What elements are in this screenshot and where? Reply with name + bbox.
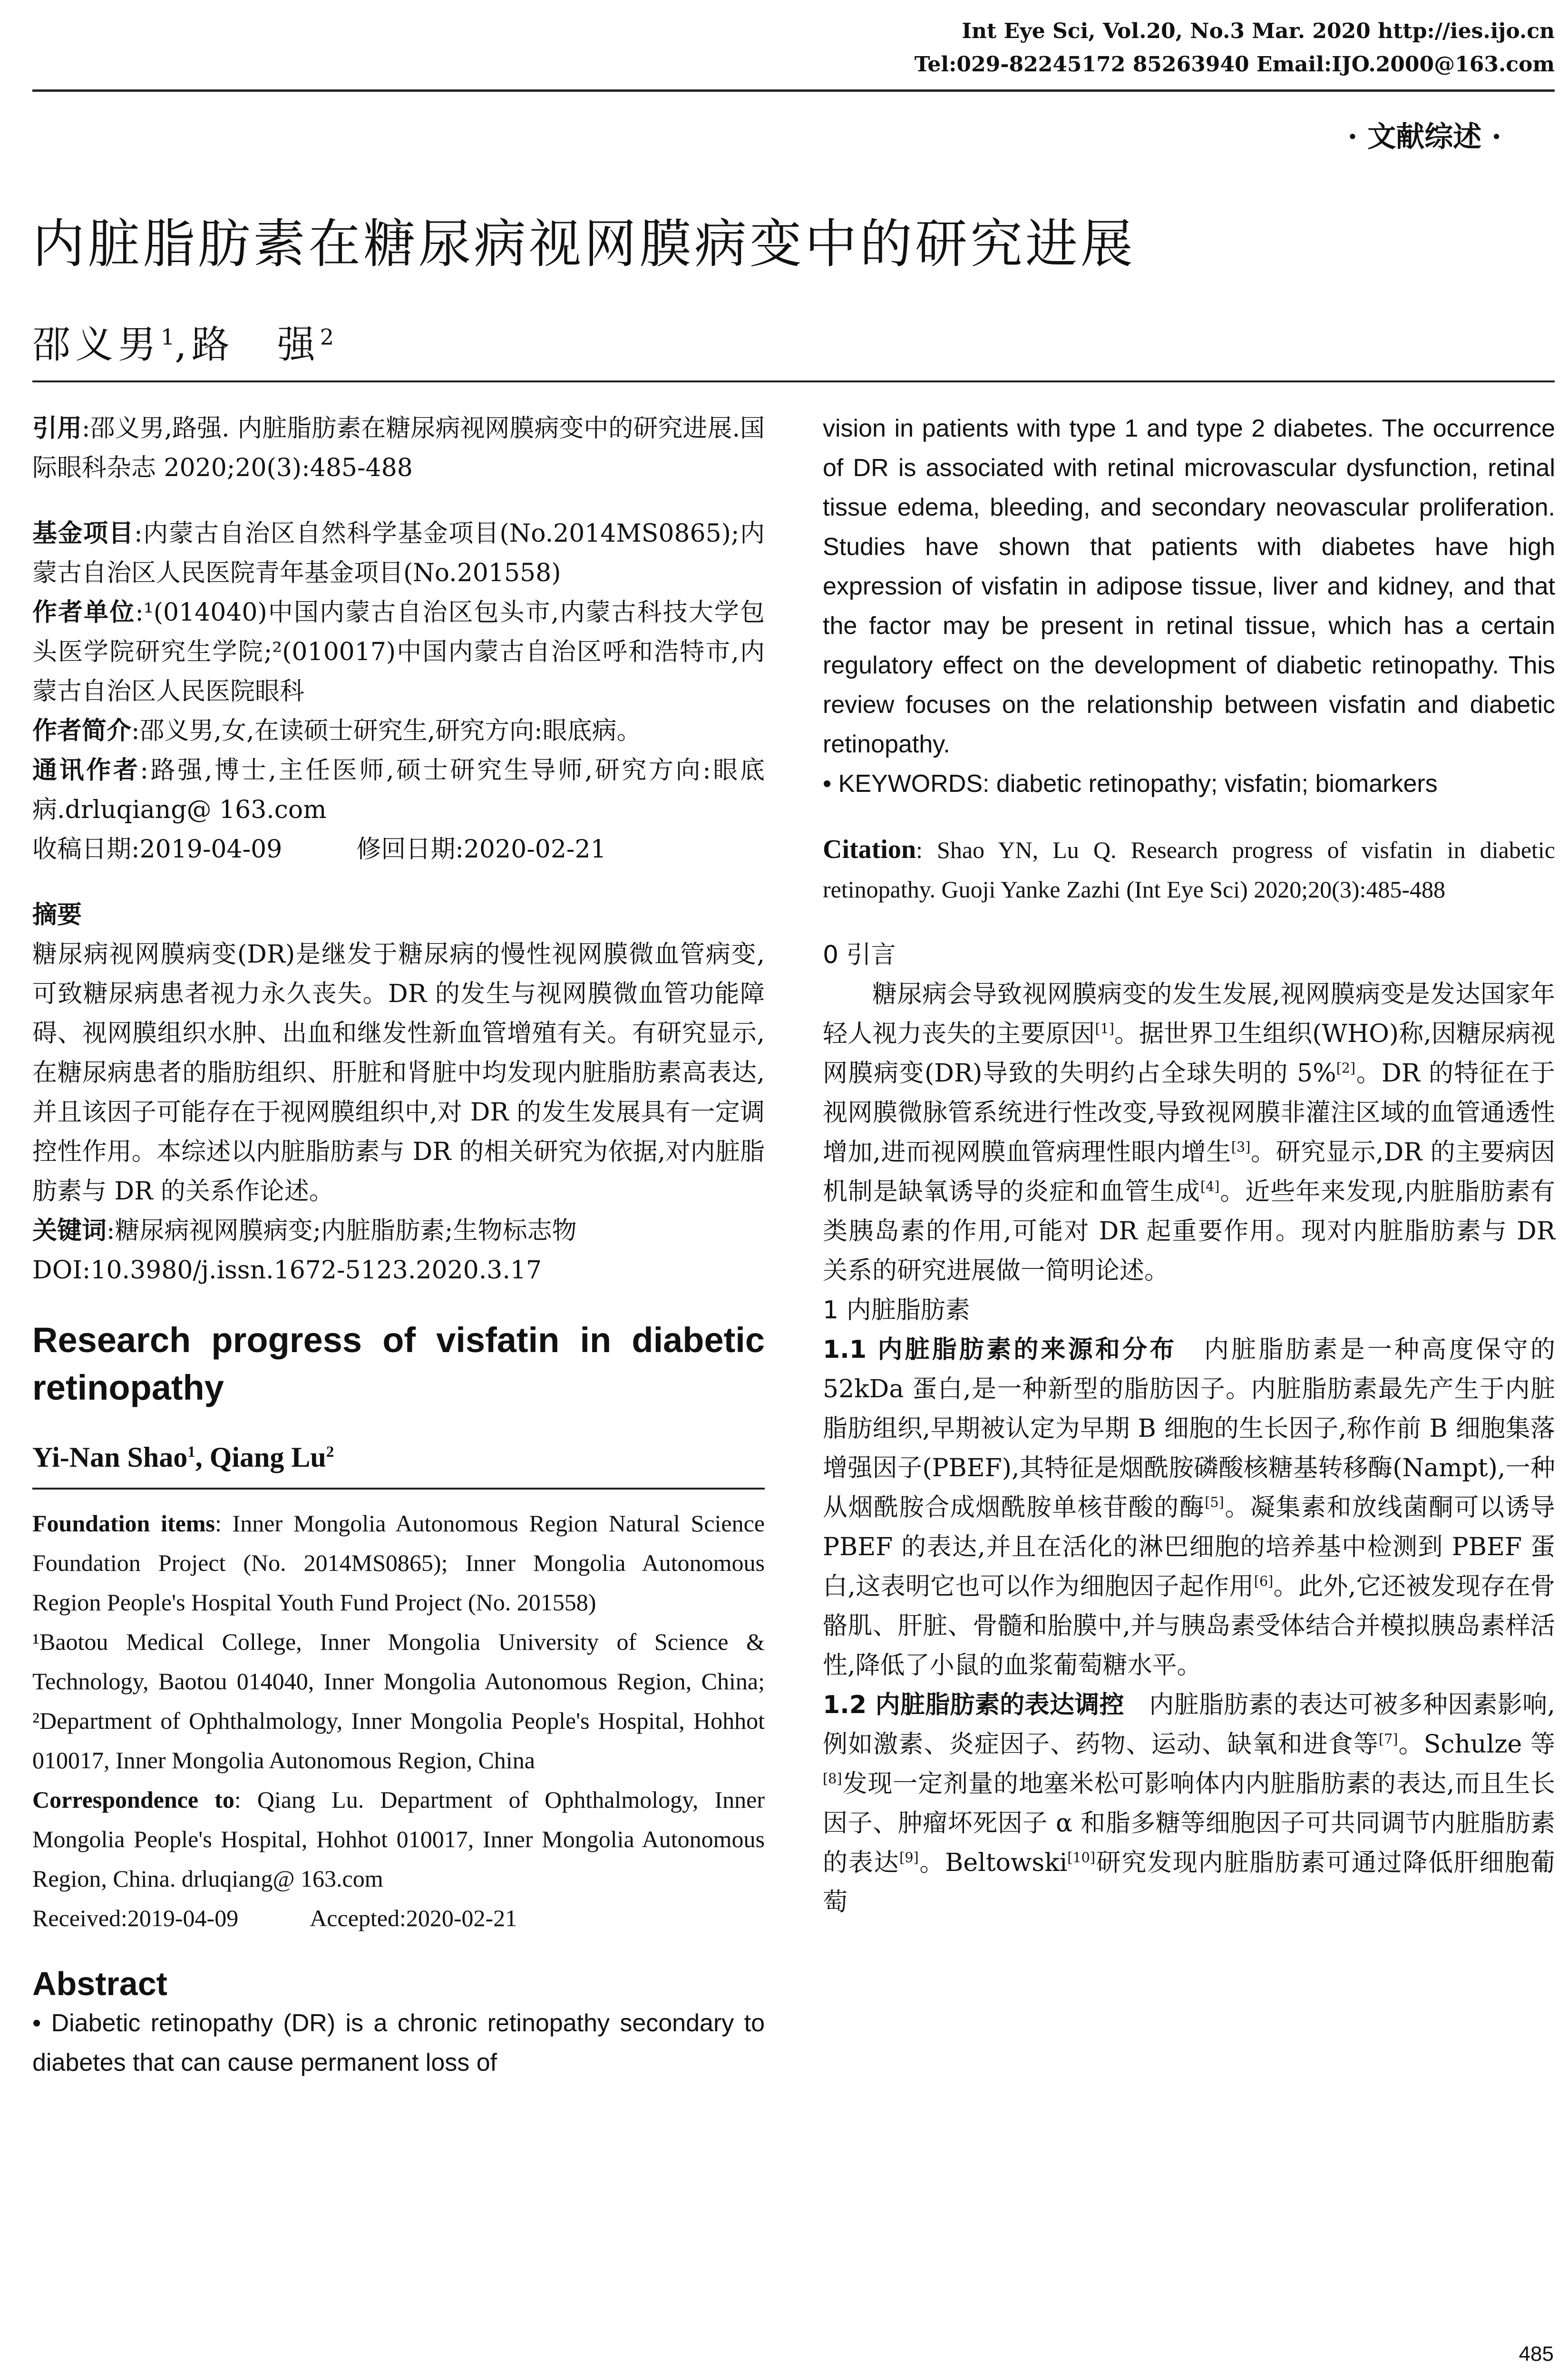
author-name: Yi-Nan Shao [32,1442,188,1473]
text: 内脏脂肪素的表达可被多种因素影响,例如激素、炎症因子、药物、运动、缺氧和进食等 [823,1691,1555,1759]
ref: [6] [1254,1573,1274,1589]
en-abstract-start: • Diabetic retinopathy (DR) is a chronic retinopathy secondary to diabetes that can cause permanent loss of [32,2009,765,2076]
subheading: 1.1 内脏脂肪素的来源和分布 [823,1335,1177,1364]
label: Citation [823,835,916,864]
author-separator: , [195,1442,210,1473]
en-author-rule [32,1488,765,1490]
abstract-cn: 糖尿病视网膜病变(DR)是继发于糖尿病的慢性视网膜微血管病变,可致糖尿病患者视力永久丧失。DR 的发生与视网膜微血管功能障碍、视网膜组织水肿、出血和继发性新血管增殖有关。有研究显示,在糖尿病患者的脂肪组织、肝脏和肾脏中均发现内脏脂肪素高表达,并且该因子可能存在于视网膜组织中,对 DR 的发生发展具有一定调控性作用。本综述以内脏脂肪素与 DR 的相关研究为依据,对内脏脂肪素与 DR 的关系作论述。 [32,940,765,1206]
text: 发现一定剂量的地塞米松可影响体内内脏脂肪素的表达,而且生长因子、肿瘤坏死因子 α 和脂多糖等细胞因子可共同调节内脏脂肪素的表达 [823,1770,1555,1877]
corr-cn [32,751,765,830]
author-name: 邵义男 [32,322,161,367]
ref: [7] [1379,1731,1398,1747]
abstract-heading-cn: 摘要 [32,901,82,929]
author-separator: , [175,322,192,367]
text: 。凝集素和放线菌酮可以诱导 PBEF 的表达,并且在活化的淋巴细胞的培养基中检测到 PBEF 蛋白,这表明它也可以作为细胞因子起作用 [823,1493,1555,1601]
section-1-heading: 1 内脏脂肪素 [823,1296,970,1325]
affil-mark: 2 [326,1443,334,1461]
label: 作者简介 [32,717,132,745]
citation-cn [32,409,765,488]
ref: [3] [1231,1139,1251,1155]
author-name: 路 强 [191,322,320,367]
section-0-heading: 0 引言 [823,941,896,969]
left-column [32,409,765,2083]
unit-cn [32,593,765,711]
text: : Qiang Lu. Department of Ophthalmology, Inner Mongolia People's Hospital, Hohhot 010017, Inner Mongolia Autonomous Region, China. drluqiang@ 163.com [32,1786,765,1892]
label: 基金项目 [32,519,135,548]
section-1-2-paragraph [823,1685,1555,1922]
text: 。Schulze 等 [1398,1730,1555,1759]
ref: [10] [1067,1849,1095,1866]
label: 关键词 [32,1217,107,1245]
right-column [823,409,1555,1922]
text: 研究发现内脏脂肪素可通过降低肝细胞葡萄 [823,1849,1555,1917]
author-rule [32,380,1555,382]
en-abstract-cont: vision in patients with type 1 and type 2 diabetes. The occurrence of DR is associated with retinal microvascular dysfunction, retinal tissue edema, bleeding, and secondary neovascular proliferation. Studies have shown that patients with diabetes have high expression of visfatin in adipose tissue, liver and kidney, and that the factor may be present in retinal tissue, which has a certain regulatory effect on the development of diabetic retinopathy. This review focuses on the relationship between visfatin and diabetic retinopathy. [823,415,1555,758]
text: 。近些年来发现,内脏脂肪素有类胰岛素的作用,可能对 DR 起重要作用。现对内脏脂肪素与 DR 关系的研究进展做一简明论述。 [823,1178,1555,1285]
text: 。据世界卫生组织(WHO)称,因糖尿病视网膜病变(DR)导致的失明约占全球失明的 5% [823,1020,1555,1088]
text: 糖尿病会导致视网膜病变的发生发展,视网膜病变是发达国家年轻人视力丧失的主要原因 [823,980,1555,1048]
authors [32,314,334,369]
section-label: · 文献综述 · [1347,120,1501,154]
text: 。此外,它还被发现存在骨骼肌、肝脏、骨髓和胎膜中,并与胰岛素受体结合并模拟胰岛素样活性,降低了小鼠的血浆葡萄糖水平。 [823,1572,1556,1680]
en-affiliations: ¹Baotou Medical College, Inner Mongolia University of Science & Technology, Baotou 014040, Inner Mongolia Autonomous Region, China; ²Department of Ophthalmology, Inner Mongolia People's Hospital, Hohhot 010017, Inner Mongolia Autonomous Region, China [32,1628,765,1773]
en-abstract-heading: Abstract [32,1965,167,2002]
text: :路强,博士,主任医师,硕士研究生导师,研究方向:眼底病.drluqiang@ 163.com [32,756,765,824]
label: Foundation items [32,1510,215,1537]
en-title: Research progress of visfatin in diabetic retinopathy [32,1320,765,1407]
ref: [5] [1205,1494,1224,1510]
text: 。Beltowski [918,1849,1068,1877]
text: : Shao YN, Lu Q. Research progress of visfatin in diabetic retinopathy. Guoji Yanke Zazhi (Int Eye Sci) 2020;20(3):485-488 [823,837,1555,903]
en-citation [823,830,1555,909]
label: 引用 [32,414,82,443]
journal-header-line1: Int Eye Sci, Vol.20, No.3 Mar. 2020 http://ies.ijo.cn [962,19,1555,43]
label: Correspondence to [32,1786,234,1813]
en-dates: Received:2019-04-09 Accepted:2020-02-21 [32,1905,517,1931]
section-1-1-paragraph [823,1330,1555,1685]
text: : Inner Mongolia Autonomous Region Natural Science Foundation Project (No. 2014MS0865); Inner Mongolia Autonomous Region People's Hospital Youth Fund Project (No. 201558) [32,1510,765,1616]
text: :糖尿病视网膜病变;内脏脂肪素;生物标志物 [107,1217,577,1245]
label: 作者单位 [32,598,136,627]
keywords-cn [32,1211,765,1251]
doi: DOI:10.3980/j.issn.1672-5123.2020.3.17 [32,1256,542,1285]
text: :¹(014040)中国内蒙古自治区包头市,内蒙古科技大学包头医学院研究生学院;²(010017)中国内蒙古自治区呼和浩特市,内蒙古自治区人民医院眼科 [32,598,765,706]
affil-mark: 1 [187,1443,195,1461]
subheading: 1.2 内脏脂肪素的表达调控 [823,1691,1124,1719]
text: 。DR 的特征在于视网膜微脉管系统进行性改变,导致视网膜非灌注区域的血管通透性增加,进而视网膜血管病理性眼内增生 [823,1059,1555,1167]
text: :内蒙古自治区自然科学基金项目(No.2014MS0865);内蒙古自治区人民医院青年基金项目(No.201558) [32,519,765,587]
dates-cn: 收稿日期:2019-04-09 修回日期:2020-02-21 [32,835,606,864]
text: :邵义男,路强. 内脏脂肪素在糖尿病视网膜病变中的研究进展.国际眼科杂志 2020;20(3):485-488 [32,414,765,482]
paper-title: 内脏脂肪素在糖尿病视网膜病变中的研究进展 [32,214,1136,274]
en-fund [32,1504,765,1622]
en-correspondence [32,1780,765,1899]
en-authors [32,1438,765,1477]
en-keywords: • KEYWORDS: diabetic retinopathy; visfatin; biomarkers [823,770,1438,798]
fund-cn [32,514,765,593]
text: 。研究显示,DR 的主要病因机制是缺氧诱导的炎症和血管生成 [823,1138,1556,1206]
header-rule [32,89,1555,92]
author-name: Qiang Lu [209,1442,326,1473]
text: :邵义男,女,在读硕士研究生,研究方向:眼底病。 [131,717,642,745]
ref: [4] [1200,1178,1220,1195]
section-0-paragraph [823,975,1555,1291]
affil-mark: 1 [161,324,175,350]
ref: [1] [1095,1020,1114,1037]
bio-cn [32,711,765,751]
ref: [8] [823,1770,842,1787]
ref: [2] [1336,1060,1356,1076]
journal-header-line2: Tel:029-82245172 85263940 Email:IJO.2000@163.com [914,52,1555,77]
label: 通讯作者 [32,756,140,785]
ref: [9] [899,1849,919,1866]
affil-mark: 2 [320,324,334,350]
text: 内脏脂肪素是一种高度保守的 52kDa 蛋白,是一种新型的脂肪因子。内脏脂肪素最先产生于内脏脂肪组织,早期被认定为早期 B 细胞的生长因子,称作前 B 细胞集落增强因子(PBEF),其特征是烟酰胺磷酸核糖基转移酶(Nampt),一种从烟酰胺合成烟酰胺单核苷酸的酶 [823,1335,1555,1522]
page-number: 485 [1519,2342,1554,2366]
